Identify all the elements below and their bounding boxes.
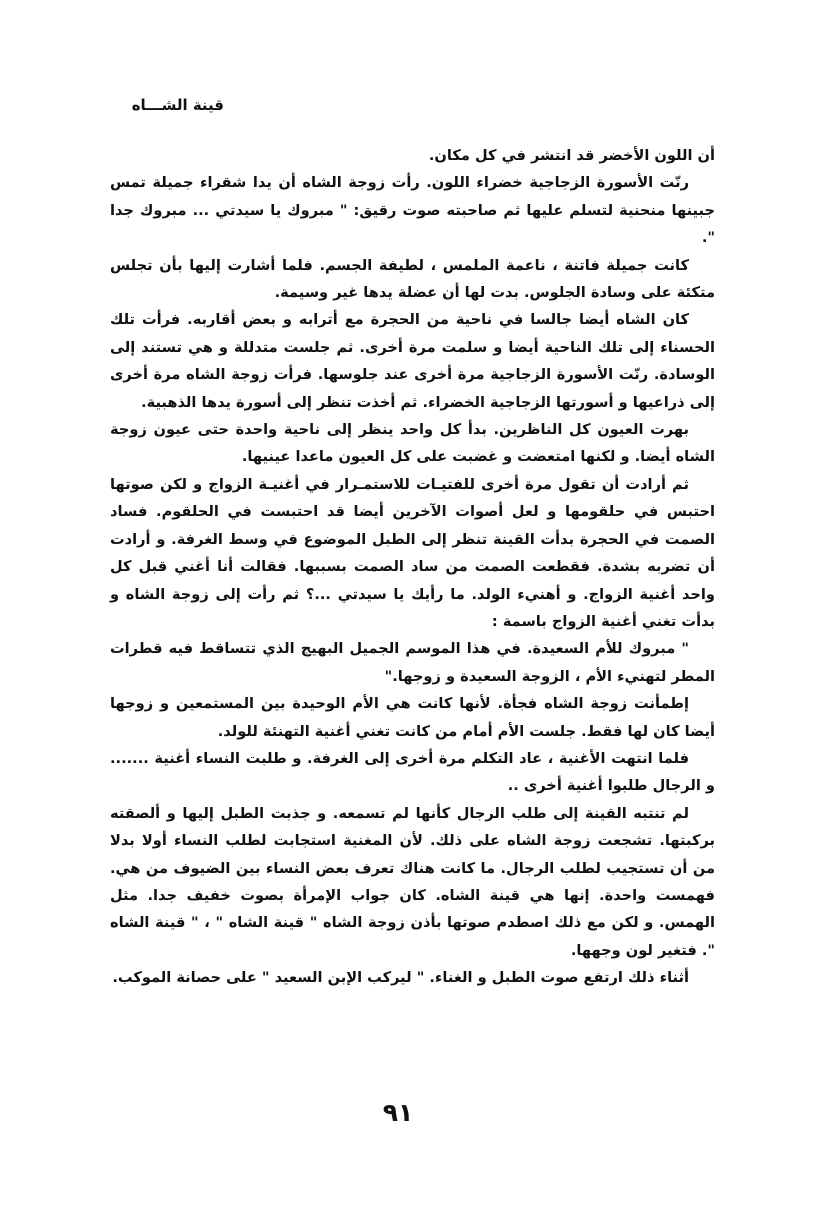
- page-number: ٩١: [382, 1098, 414, 1127]
- paragraph: كان الشاه أيضا جالسا في ناحية من الحجرة مع أترابه و بعض أقاربه. فرأت تلك الحسناء إلى تلك الناحية أيضا و سلمت مرة أخرى. ثم جلست متدللة و هي تستند إلى الوسادة. رنّت الأسورة الزجاجية مرة أخرى عند جلوسها. فرأت زوجة الشاه مرة أخرى إلى ذراعيها و أسورتها الزجاجية الخضراء. ثم أخذت تنظر إلى أسورة يدها الذهبية.: [110, 311, 715, 411]
- paragraph: بهرت العيون كل الناظرين. بدأ كل واحد ينظر إلى ناحية واحدة حتى عيون زوجة الشاه أيضا. و لكنها امتعضت و غضبت على كل العيون ماعدا عينيها.: [110, 421, 715, 466]
- paragraph: إطمأنت زوجة الشاه فجأة. لأنها كانت هي الأم الوحيدة بين المستمعين و زوجها أيضا كان لها فقط. جلست الأم أمام من كانت تغني أغنية التهنئة للولد.: [110, 695, 715, 740]
- paragraph: أن اللون الأخضر قد انتشر في كل مكان.: [428, 147, 715, 164]
- paragraph: لم تنتبه القينة إلى طلب الرجال كأنها لم تسمعه. و جذبت الطبل إليها و ألصقته بركبتها. تشجعت زوجة الشاه على ذلك. لأن المغنية استجابت لطلب النساء أولا بدلا من أن تستجيب لطلب الرجال. ما كانت هناك تعرف بعض النساء بين الضيوف من هي. فهمست واحدة. إنها هي قينة الشاه. كان جواب الإمرأة بصوت خفيف جدا. مثل الهمس. و لكن مع ذلك اصطدم صوتها بأذن زوجة الشاه " قينة الشاه " ، " قينة الشاه ". فتغير لون وجهها.: [110, 804, 715, 959]
- paragraph: كانت جميلة فاتنة ، ناعمة الملمس ، لطيفة الجسم. فلما أشارت إليها بأن تجلس متكئة على وسادة الجلوس. بدت لها أن عضلة يدها غير وسيمة.: [110, 256, 715, 302]
- running-header-title: قينة الشـــاه: [131, 96, 224, 114]
- body-text: [110, 142, 715, 992]
- paragraph: رنّت الأسورة الزجاجية خضراء اللون. رأت زوجة الشاه أن يدا شقراء جميلة تمس جبينها منحنية لتسلم عليها ثم صاحبته صوت رقيق: " مبروك يا سيدتي ... مبروك جدا ".: [110, 174, 715, 247]
- paragraph: " مبروك للأم السعيدة. في هذا الموسم الجميل البهيج الذي تتساقط فيه قطرات المطر لتهنيء الأم ، الزوجة السعيدة و زوجها.": [110, 640, 715, 685]
- paragraph: فلما انتهت الأغنية ، عاد التكلم مرة أخرى إلى الغرفة. و طلبت النساء أغنية ....... و الرجال طلبوا أغنية أخرى ..: [110, 749, 715, 795]
- paragraph: ثم أرادت أن تقول مرة أخرى للفتيـات للاستمـرار في أغنيـة الزواج و لكن صوتها احتبس في حلقومها و لعل أصوات الآخرين أيضا قد احتبست في الحلقوم. فساد الصمت في الحجرة بدأت القينة تنظر إلى الطبل الموضوع في وسط الغرفة. و أرادت أن تضربه بشدة. فقطعت الصمت من ساد الصمت بسببها. فقالت أنا أغني قبل كل واحد أغنية الزواج. و أهنيء الولد. ما رأيك يا سيدتي ...؟ ثم رأت إلى زوجة الشاه و بدأت تغني أغنية الزواج باسمة :: [110, 475, 715, 630]
- paragraph: أثناء ذلك ارتفع صوت الطبل و الغناء. " ليركب الإبن السعيد " على حصانة الموكب.: [112, 969, 689, 987]
